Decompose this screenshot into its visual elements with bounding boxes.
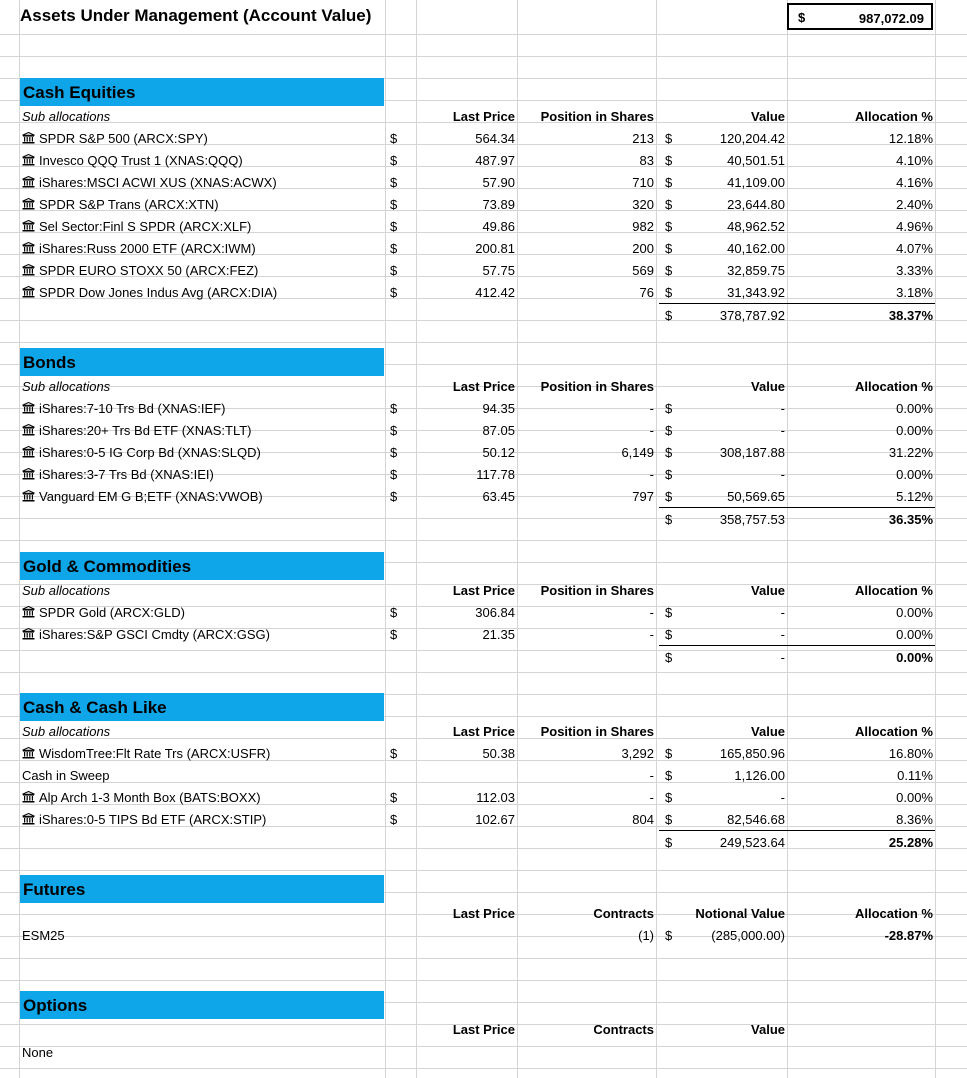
position-shares: 6,149 <box>621 445 654 460</box>
total-underline <box>659 303 935 304</box>
value-currency: $ <box>665 285 673 300</box>
column-header-row <box>0 106 967 128</box>
futures-notional-value: (285,000.00) <box>711 928 785 943</box>
position-shares: 320 <box>632 197 654 212</box>
value-currency: $ <box>665 263 673 278</box>
value: 308,187.88 <box>719 445 785 460</box>
allocation-header: Allocation % <box>854 583 933 598</box>
allocation-pct: 5.12% <box>896 489 933 504</box>
bank-icon <box>22 465 35 477</box>
bank-icon <box>22 603 35 615</box>
last-price-header: Last Price <box>452 1022 515 1037</box>
contracts-header: Contracts <box>593 906 654 921</box>
value: 41,109.00 <box>727 175 785 190</box>
last-price: 21.35 <box>482 627 515 642</box>
value-currency: $ <box>665 627 673 642</box>
value-header: Value <box>751 109 785 124</box>
last-price <box>417 765 515 787</box>
table-row[interactable] <box>0 398 967 420</box>
bank-icon <box>22 744 35 756</box>
price-currency: $ <box>390 812 398 827</box>
holding-name <box>22 420 252 442</box>
holding-name-text: iShares:0-5 TIPS Bd ETF (ARCX:STIP) <box>39 812 267 827</box>
allocation-pct: 16.80% <box>888 746 933 761</box>
price-currency: $ <box>390 285 398 300</box>
allocation-pct: 0.00% <box>896 467 933 482</box>
last-price: 57.75 <box>482 263 515 278</box>
bank-icon <box>22 261 35 273</box>
value-currency: $ <box>665 746 673 761</box>
position-shares: 83 <box>639 153 654 168</box>
last-price: 63.45 <box>482 489 515 504</box>
allocation-pct: 12.18% <box>888 131 933 146</box>
table-row[interactable] <box>0 128 967 150</box>
bank-icon <box>22 173 35 185</box>
holding-name-text: SPDR EURO STOXX 50 (ARCX:FEZ) <box>39 263 259 278</box>
value-currency: $ <box>665 401 673 416</box>
sub-allocations-label: Sub allocations <box>22 379 111 394</box>
holding-name <box>22 442 261 464</box>
price-currency: $ <box>390 219 398 234</box>
value-currency: $ <box>665 153 673 168</box>
position-shares: - <box>649 467 654 482</box>
last-price: 564.34 <box>475 131 515 146</box>
allocation-pct: 8.36% <box>896 812 933 827</box>
price-currency: $ <box>390 790 398 805</box>
value-currency: $ <box>665 489 673 504</box>
total-value-currency: $ <box>665 650 673 665</box>
position-header: Position in Shares <box>540 724 654 739</box>
column-header-row <box>0 580 967 602</box>
position-header: Position in Shares <box>540 379 654 394</box>
price-currency: $ <box>390 263 398 278</box>
price-currency: $ <box>390 467 398 482</box>
futures-value-currency: $ <box>665 928 673 943</box>
value-currency: $ <box>665 467 673 482</box>
sub-allocations-label: Sub allocations <box>22 583 111 598</box>
price-currency: $ <box>390 197 398 212</box>
holding-name <box>22 128 208 150</box>
bank-icon <box>22 788 35 800</box>
last-price-header: Last Price <box>452 906 515 921</box>
position-shares: - <box>649 790 654 805</box>
value-currency: $ <box>665 197 673 212</box>
last-price: 117.78 <box>476 467 515 482</box>
value: 40,501.51 <box>727 153 785 168</box>
section-header-bonds[interactable]: Bonds <box>20 348 384 376</box>
allocation-pct: 4.10% <box>896 153 933 168</box>
total-underline <box>659 507 935 508</box>
holding-name <box>22 624 270 646</box>
allocation-pct: 3.33% <box>896 263 933 278</box>
last-price: 94.35 <box>482 401 515 416</box>
value: 120,204.42 <box>719 131 785 146</box>
last-price: 306.84 <box>475 605 515 620</box>
last-price: 57.90 <box>482 175 515 190</box>
value: 165,850.96 <box>719 746 785 761</box>
price-currency: $ <box>390 153 398 168</box>
table-row[interactable] <box>0 282 967 304</box>
holding-name <box>22 238 256 260</box>
table-row[interactable] <box>0 743 967 765</box>
holding-name <box>22 398 225 420</box>
account-value-amount: 987,072.09 <box>858 11 924 26</box>
total-row[interactable] <box>0 305 967 327</box>
holding-name-text: Cash in Sweep <box>22 768 110 783</box>
total-allocation: 38.37% <box>888 308 933 323</box>
table-row[interactable] <box>0 194 967 216</box>
value-currency: $ <box>665 768 673 783</box>
table-row[interactable] <box>0 925 967 947</box>
value-currency: $ <box>665 605 673 620</box>
total-value-currency: $ <box>665 512 673 527</box>
last-price: 412.42 <box>475 285 515 300</box>
bank-icon <box>22 487 35 499</box>
position-shares: 797 <box>632 489 654 504</box>
table-row[interactable] <box>0 260 967 282</box>
value: 23,644.80 <box>727 197 785 212</box>
holding-name <box>22 194 219 216</box>
total-row[interactable] <box>0 509 967 531</box>
value: - <box>780 467 785 482</box>
value: 31,343.92 <box>727 285 785 300</box>
position-shares: 200 <box>632 241 654 256</box>
price-currency: $ <box>390 241 398 256</box>
position-header: Position in Shares <box>540 583 654 598</box>
value: - <box>780 790 785 805</box>
value: - <box>780 605 785 620</box>
holding-name-text: SPDR S&P Trans (ARCX:XTN) <box>39 197 219 212</box>
last-price: 487.97 <box>475 153 515 168</box>
total-allocation: 36.35% <box>888 512 933 527</box>
value-header: Value <box>751 583 785 598</box>
notional-value-header: Notional Value <box>695 906 785 921</box>
position-shares: 569 <box>632 263 654 278</box>
value-currency: $ <box>665 241 673 256</box>
total-value: 249,523.64 <box>719 835 785 850</box>
last-price: 50.12 <box>482 445 515 460</box>
holding-name <box>22 172 277 194</box>
bank-icon <box>22 399 35 411</box>
section-header-options[interactable]: Options <box>20 991 384 1019</box>
table-row[interactable] <box>0 464 967 486</box>
holding-name-text: iShares:20+ Trs Bd ETF (XNAS:TLT) <box>39 423 252 438</box>
total-value: 378,787.92 <box>719 308 785 323</box>
holding-name-text: WisdomTree:Flt Rate Trs (ARCX:USFR) <box>39 746 271 761</box>
position-shares: - <box>649 627 654 642</box>
value: 32,859.75 <box>727 263 785 278</box>
holding-name-text: Sel Sector:Finl S SPDR (ARCX:XLF) <box>39 219 252 234</box>
allocation-header: Allocation % <box>854 906 933 921</box>
holding-name-text: iShares:Russ 2000 ETF (ARCX:IWM) <box>39 241 256 256</box>
value-currency: $ <box>665 790 673 805</box>
position-shares: 982 <box>632 219 654 234</box>
table-row[interactable] <box>0 602 967 624</box>
price-currency: $ <box>390 401 398 416</box>
allocation-pct: 0.00% <box>896 401 933 416</box>
position-shares: 213 <box>632 131 654 146</box>
column-header-row <box>0 376 967 398</box>
total-underline <box>659 645 935 646</box>
allocation-pct: 0.11% <box>897 768 933 783</box>
holding-name-text: iShares:7-10 Trs Bd (XNAS:IEF) <box>39 401 226 416</box>
total-value-currency: $ <box>665 308 673 323</box>
holding-name <box>22 464 214 486</box>
position-shares: 710 <box>632 175 654 190</box>
holding-name <box>22 602 185 624</box>
section-header-gold-commodities[interactable]: Gold & Commodities <box>20 552 384 580</box>
price-currency: $ <box>390 746 398 761</box>
bank-icon <box>22 195 35 207</box>
value-currency: $ <box>665 812 673 827</box>
last-price-header: Last Price <box>452 724 515 739</box>
table-row[interactable] <box>0 216 967 238</box>
allocation-header: Allocation % <box>854 724 933 739</box>
table-row[interactable] <box>0 1042 967 1064</box>
value-header: Value <box>751 1022 785 1037</box>
position-shares: - <box>649 768 654 783</box>
last-price-header: Last Price <box>452 379 515 394</box>
position-header: Position in Shares <box>540 109 654 124</box>
total-value-currency: $ <box>665 835 673 850</box>
allocation-pct: 0.00% <box>896 423 933 438</box>
bank-icon <box>22 217 35 229</box>
value: 40,162.00 <box>727 241 785 256</box>
holding-name-text: iShares:3-7 Trs Bd (XNAS:IEI) <box>39 467 214 482</box>
value-currency: $ <box>665 131 673 146</box>
futures-allocation: -28.87% <box>884 928 933 943</box>
futures-name: ESM25 <box>22 928 65 943</box>
column-header-row <box>0 721 967 743</box>
holding-name-text: iShares:MSCI ACWI XUS (XNAS:ACWX) <box>39 175 277 190</box>
total-underline <box>659 830 935 831</box>
value-currency: $ <box>665 175 673 190</box>
value: - <box>780 401 785 416</box>
last-price-header: Last Price <box>452 109 515 124</box>
holding-name-text: SPDR S&P 500 (ARCX:SPY) <box>39 131 208 146</box>
bank-icon <box>22 283 35 295</box>
holding-name <box>22 260 258 282</box>
bank-icon <box>22 421 35 433</box>
last-price: 50.38 <box>482 746 515 761</box>
bank-icon <box>22 443 35 455</box>
last-price: 200.81 <box>475 241 515 256</box>
position-shares: 76 <box>639 285 654 300</box>
holding-name <box>22 150 243 172</box>
table-row[interactable] <box>0 442 967 464</box>
allocation-pct: 2.40% <box>896 197 933 212</box>
holding-name <box>22 486 263 508</box>
account-value-currency: $ <box>798 10 806 25</box>
total-value: - <box>780 650 785 665</box>
value: - <box>780 627 785 642</box>
position-shares: 804 <box>632 812 654 827</box>
futures-contracts: (1) <box>638 928 654 943</box>
allocation-pct: 4.07% <box>896 241 933 256</box>
bank-icon <box>22 810 35 822</box>
last-price: 73.89 <box>482 197 515 212</box>
price-currency: $ <box>390 445 398 460</box>
last-price-header: Last Price <box>452 583 515 598</box>
total-allocation: 25.28% <box>888 835 933 850</box>
table-row[interactable] <box>0 787 967 809</box>
value: 1,126.00 <box>734 768 785 783</box>
total-row[interactable] <box>0 832 967 854</box>
table-row[interactable] <box>0 486 967 508</box>
section-header-cash-cash-like[interactable]: Cash & Cash Like <box>20 693 384 721</box>
price-currency: $ <box>390 489 398 504</box>
position-shares: - <box>649 605 654 620</box>
allocation-pct: 31.22% <box>888 445 933 460</box>
value: 82,546.68 <box>727 812 785 827</box>
value: 48,962.52 <box>727 219 785 234</box>
value-currency: $ <box>665 219 673 234</box>
holding-name <box>22 809 266 831</box>
price-currency: $ <box>390 423 398 438</box>
position-shares: 3,292 <box>621 746 654 761</box>
sub-allocations-label: Sub allocations <box>22 724 111 739</box>
section-header-futures[interactable]: Futures <box>20 875 384 903</box>
value-header: Value <box>751 379 785 394</box>
table-row[interactable] <box>0 150 967 172</box>
column-header-row <box>0 1019 967 1041</box>
holding-name-text: Alp Arch 1-3 Month Box (BATS:BOXX) <box>39 790 261 805</box>
section-header-cash-equities[interactable]: Cash Equities <box>20 78 384 106</box>
page-title: Assets Under Management (Account Value) <box>20 6 372 25</box>
price-currency: $ <box>390 175 398 190</box>
last-price: 102.67 <box>475 812 515 827</box>
contracts-header: Contracts <box>593 1022 654 1037</box>
total-allocation: 0.00% <box>896 650 933 665</box>
price-currency: $ <box>390 627 398 642</box>
last-price: 87.05 <box>482 423 515 438</box>
table-row[interactable] <box>0 765 967 787</box>
allocation-pct: 4.96% <box>896 219 933 234</box>
bank-icon <box>22 129 35 141</box>
allocation-header: Allocation % <box>854 109 933 124</box>
last-price: 49.86 <box>482 219 515 234</box>
allocation-pct: 0.00% <box>896 627 933 642</box>
table-row[interactable] <box>0 624 967 646</box>
bank-icon <box>22 151 35 163</box>
allocation-header: Allocation % <box>854 379 933 394</box>
allocation-pct: 0.00% <box>896 605 933 620</box>
table-row[interactable] <box>0 172 967 194</box>
holding-name-text: Invesco QQQ Trust 1 (XNAS:QQQ) <box>39 153 243 168</box>
holding-name <box>22 787 261 809</box>
holding-name <box>22 282 277 304</box>
position-shares: - <box>649 401 654 416</box>
position-shares: - <box>649 423 654 438</box>
account-value-cell[interactable] <box>787 3 933 30</box>
value-currency: $ <box>665 423 673 438</box>
value-currency: $ <box>665 445 673 460</box>
allocation-pct: 0.00% <box>896 790 933 805</box>
price-currency: $ <box>390 131 398 146</box>
holding-name-text: iShares:0-5 IG Corp Bd (XNAS:SLQD) <box>39 445 261 460</box>
value: 50,569.65 <box>727 489 785 504</box>
holding-name <box>22 743 270 765</box>
allocation-pct: 4.16% <box>896 175 933 190</box>
holding-name-text: SPDR Dow Jones Indus Avg (ARCX:DIA) <box>39 285 278 300</box>
holding-name <box>22 216 251 238</box>
holding-name-text: Vanguard EM G B;ETF (XNAS:VWOB) <box>39 489 263 504</box>
holding-name-text: iShares:S&P GSCI Cmdty (ARCX:GSG) <box>39 627 270 642</box>
bank-icon <box>22 625 35 637</box>
price-currency: $ <box>390 605 398 620</box>
sub-allocations-label: Sub allocations <box>22 109 111 124</box>
holding-name <box>22 765 109 787</box>
last-price: 112.03 <box>476 790 515 805</box>
bank-icon <box>22 239 35 251</box>
value: - <box>780 423 785 438</box>
value-header: Value <box>751 724 785 739</box>
table-row[interactable] <box>0 238 967 260</box>
holding-name-text: SPDR Gold (ARCX:GLD) <box>39 605 185 620</box>
column-header-row <box>0 903 967 925</box>
allocation-pct: 3.18% <box>896 285 933 300</box>
table-row[interactable] <box>0 420 967 442</box>
options-none: None <box>22 1045 54 1060</box>
total-row[interactable] <box>0 647 967 669</box>
table-row[interactable] <box>0 809 967 831</box>
total-value: 358,757.53 <box>719 512 785 527</box>
